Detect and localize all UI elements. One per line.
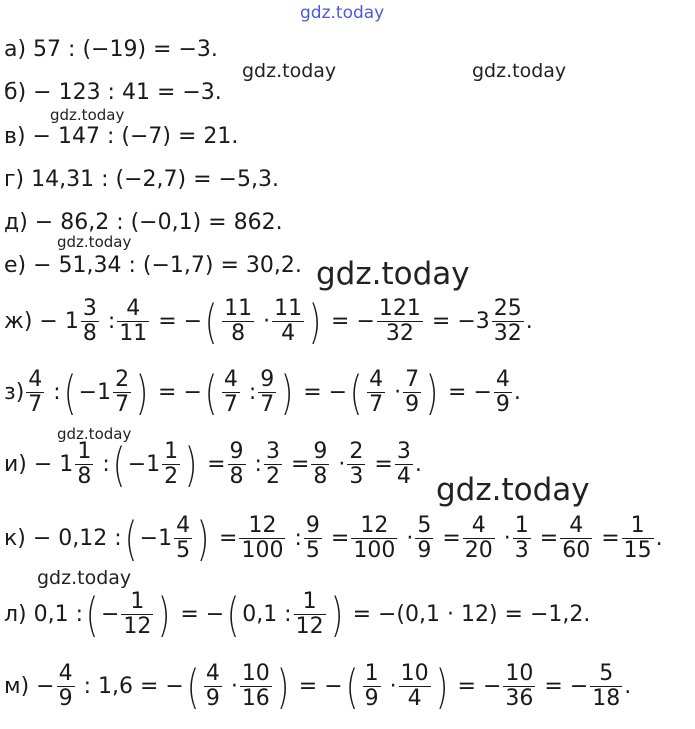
expression-part: : (102, 451, 110, 477)
expression-part: = − (457, 673, 502, 699)
numerator: 25 (493, 296, 522, 321)
equation-e: е) − 51,34 : (−1,7) = 30,2. (4, 253, 302, 278)
numerator: 4 (205, 661, 220, 686)
denominator: 2 (265, 464, 280, 489)
fraction (294, 590, 326, 639)
denominator: 8 (82, 321, 97, 346)
expression-part: − (100, 601, 120, 627)
expression-part: з) (4, 379, 25, 405)
denominator: 8 (77, 464, 92, 489)
expression-part: = (290, 451, 310, 477)
parenthesis: ( (85, 587, 99, 642)
fraction (494, 368, 512, 417)
watermark: gdz.today (316, 256, 470, 292)
numerator: 10 (241, 661, 270, 686)
watermark: gdz.today (37, 567, 132, 589)
fraction (113, 368, 131, 417)
expression-part: : (294, 525, 302, 551)
fraction (272, 297, 304, 346)
denominator: 7 (369, 392, 384, 417)
equation-l (4, 587, 591, 642)
parenthesis: ( (349, 365, 363, 420)
fraction (57, 662, 75, 711)
numerator: 4 (117, 297, 149, 322)
fraction (377, 297, 423, 346)
denominator: 60 (562, 538, 591, 563)
expression-part: : (107, 308, 116, 334)
fraction (228, 440, 246, 489)
fraction (26, 368, 44, 417)
numerator: 10 (400, 661, 429, 686)
numerator: 4 (495, 367, 510, 392)
denominator: 8 (313, 464, 328, 489)
equation-v: в) − 147 : (−7) = 21. (4, 124, 239, 149)
equation-z (4, 365, 521, 420)
fraction (399, 662, 431, 711)
denominator: 15 (623, 538, 652, 563)
numerator: 1 (121, 590, 153, 615)
fraction (367, 368, 385, 417)
equation-zh (4, 294, 533, 349)
numerator: 1 (294, 590, 326, 615)
denominator: 4 (396, 464, 411, 489)
expression-part: = (207, 451, 226, 477)
numerator: 4 (176, 513, 191, 538)
expression-part: −1 (78, 379, 112, 405)
denominator: 7 (260, 392, 275, 417)
fraction (363, 662, 381, 711)
expression-part: = (219, 525, 238, 551)
numerator: 1 (77, 439, 92, 464)
numerator: 9 (260, 367, 275, 392)
denominator: 32 (493, 321, 522, 346)
expression-part: . (513, 379, 521, 405)
numerator: 2 (349, 439, 364, 464)
equation-a: а) 57 : (−19) = −3. (4, 37, 218, 62)
fraction (513, 514, 531, 563)
expression-part: . (414, 451, 422, 477)
expression-part: · (503, 525, 511, 551)
expression-part: : (254, 451, 262, 477)
expression-part: л) 0,1 : (4, 601, 84, 627)
denominator: 3 (514, 538, 529, 563)
expression-part: : 1,6 = − (83, 673, 184, 699)
expression-part: = − (180, 601, 225, 627)
fraction (204, 662, 222, 711)
denominator: 5 (176, 538, 191, 563)
denominator: 11 (119, 321, 148, 346)
numerator: 9 (305, 513, 320, 538)
denominator: 18 (592, 686, 621, 711)
parenthesis: ( (204, 365, 218, 420)
fraction (222, 297, 254, 346)
numerator: 1 (622, 514, 654, 539)
parenthesis: ) (308, 294, 322, 349)
parenthesis: ) (330, 587, 343, 642)
denominator: 7 (223, 392, 238, 417)
denominator: 8 (229, 464, 244, 489)
numerator: 3 (265, 439, 280, 464)
fraction (560, 514, 592, 563)
denominator: 5 (305, 538, 320, 563)
expression-part: : (53, 379, 61, 405)
expression-part: = − (303, 379, 348, 405)
expression-part: к) − 0,12 : (4, 525, 122, 551)
expression-part: · (263, 308, 271, 334)
fraction (117, 297, 149, 346)
numerator: 5 (417, 513, 432, 538)
expression-part: = − (158, 308, 203, 334)
numerator: 4 (28, 367, 43, 392)
parenthesis: ( (186, 659, 200, 714)
numerator: 10 (505, 661, 534, 686)
numerator: 9 (229, 439, 244, 464)
fraction (81, 297, 99, 346)
expression-part: . (624, 673, 632, 699)
fraction (503, 662, 535, 711)
watermark: gdz.today (472, 60, 567, 82)
fraction (403, 368, 421, 417)
watermark: gdz.today (50, 106, 125, 124)
parenthesis: ( (63, 365, 76, 420)
equation-b: б) − 123 : 41 = −3. (4, 80, 222, 105)
expression-part: = −3 (431, 308, 490, 334)
fraction (222, 368, 240, 417)
expression-part: . (525, 308, 533, 334)
denominator: 4 (281, 321, 296, 346)
denominator: 100 (241, 538, 284, 563)
fraction (258, 368, 276, 417)
equation-i (4, 437, 422, 492)
equation-g: г) 14,31 : (−2,7) = −5,3. (4, 167, 279, 192)
denominator: 9 (58, 686, 73, 711)
parenthesis: ) (276, 659, 290, 714)
expression-part: = − (544, 673, 589, 699)
expression-part: = − (448, 379, 492, 405)
equation-k (4, 511, 663, 566)
numerator: 4 (58, 661, 73, 686)
fraction (174, 514, 192, 563)
expression-part: м) − (4, 673, 55, 699)
expression-part: = − (331, 308, 375, 334)
denominator: 16 (241, 686, 270, 711)
parenthesis: ( (345, 659, 358, 714)
numerator: 2 (115, 367, 130, 392)
denominator: 3 (349, 464, 364, 489)
watermark: gdz.today (57, 233, 132, 251)
denominator: 36 (505, 686, 534, 711)
denominator: 32 (385, 321, 414, 346)
numerator: 4 (560, 514, 592, 539)
fraction (240, 662, 272, 711)
expression-part: . (655, 525, 663, 551)
fraction (492, 297, 524, 346)
numerator: 3 (396, 439, 411, 464)
parenthesis: ( (124, 511, 137, 566)
parenthesis: ) (135, 365, 149, 420)
expression-part: −1 (127, 451, 161, 477)
numerator: 11 (224, 296, 253, 321)
parenthesis: ( (204, 294, 218, 349)
fraction (121, 590, 153, 639)
parenthesis: ) (280, 365, 294, 420)
numerator: 1 (164, 439, 179, 464)
parenthesis: ( (226, 587, 240, 642)
numerator: 1 (364, 661, 379, 686)
fraction (351, 514, 397, 563)
parenthesis: ( (112, 437, 125, 492)
parenthesis: ) (158, 587, 171, 642)
expression-part: 0,1 : (242, 601, 292, 627)
denominator: 9 (405, 392, 420, 417)
numerator: 4 (463, 514, 495, 539)
numerator: 7 (405, 367, 420, 392)
expression-part: = (539, 525, 559, 551)
equation-d: д) − 86,2 : (−0,1) = 862. (4, 210, 283, 235)
numerator: 3 (82, 296, 97, 321)
denominator: 9 (495, 392, 510, 417)
numerator: 5 (590, 662, 622, 687)
expression-part: = − (298, 673, 343, 699)
numerator: 12 (239, 514, 285, 539)
numerator: 4 (223, 367, 238, 392)
denominator: 12 (295, 614, 324, 639)
denominator: 20 (464, 538, 493, 563)
denominator: 7 (28, 392, 43, 417)
expression-part: = (601, 525, 620, 551)
denominator: 9 (417, 538, 432, 563)
denominator: 12 (123, 614, 152, 639)
fraction (622, 514, 654, 563)
fraction (311, 440, 329, 489)
denominator: 7 (115, 392, 130, 417)
parenthesis: ) (196, 511, 210, 566)
watermark: gdz.today (436, 472, 590, 508)
fraction (590, 662, 622, 711)
expression-part: −1 (139, 525, 173, 551)
fraction (75, 440, 93, 489)
denominator: 100 (353, 538, 396, 563)
fraction (415, 514, 433, 563)
expression-part: = (330, 525, 350, 551)
equation-m (4, 659, 632, 714)
expression-part: = (374, 451, 393, 477)
fraction (347, 440, 365, 489)
numerator: 4 (369, 367, 384, 392)
expression-part: = −(0,1 · 12) = −1,2. (352, 601, 591, 627)
watermark: gdz.today (57, 425, 132, 443)
denominator: 9 (364, 686, 379, 711)
expression-part: = (442, 525, 461, 551)
denominator: 2 (164, 464, 179, 489)
denominator: 8 (231, 321, 246, 346)
expression-part: и) − 1 (4, 451, 74, 477)
expression-part: ж) − 1 (4, 308, 79, 334)
fraction (264, 440, 282, 489)
expression-part: : (248, 379, 257, 405)
expression-part: · (406, 525, 414, 551)
fraction (239, 514, 285, 563)
fraction (463, 514, 495, 563)
numerator: 12 (351, 514, 397, 539)
numerator: 9 (313, 439, 328, 464)
denominator: 9 (205, 686, 220, 711)
fraction (304, 514, 322, 563)
expression-part: = − (158, 379, 202, 405)
parenthesis: ) (184, 437, 198, 492)
parenthesis: ) (425, 365, 439, 420)
parenthesis: ) (435, 659, 448, 714)
fraction (162, 440, 180, 489)
expression-part: · (389, 673, 397, 699)
expression-part: · (338, 451, 346, 477)
expression-part: · (230, 673, 238, 699)
numerator: 11 (274, 296, 303, 321)
watermark: gdz.today (242, 60, 337, 82)
numerator: 121 (378, 296, 421, 321)
fraction (395, 440, 413, 489)
numerator: 1 (514, 513, 529, 538)
watermark: gdz.today (300, 3, 385, 23)
denominator: 4 (407, 686, 422, 711)
expression-part: · (394, 379, 402, 405)
